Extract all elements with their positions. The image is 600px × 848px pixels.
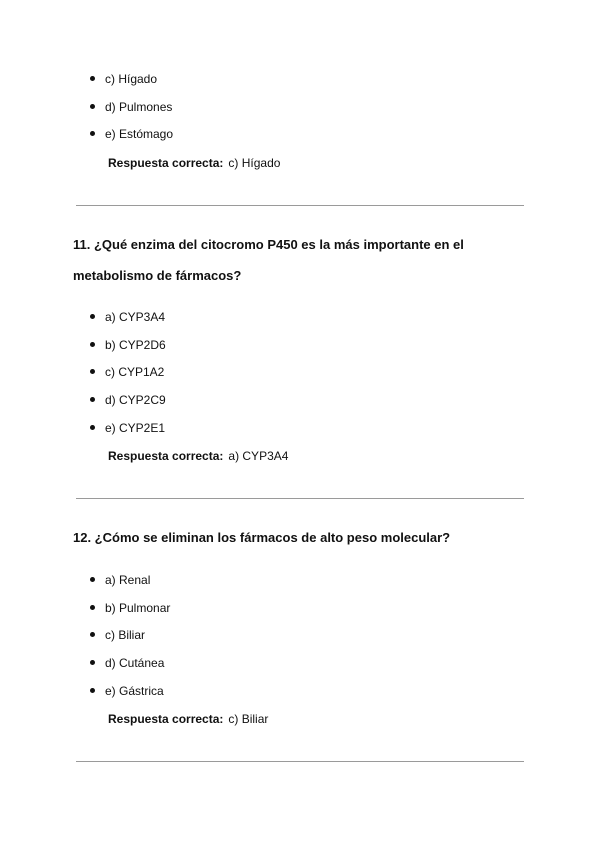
section-divider bbox=[76, 498, 524, 499]
option-item bbox=[90, 628, 145, 642]
question-title: 12. ¿Cómo se eliminan los fármacos de alto peso molecular? bbox=[73, 530, 451, 545]
option-item bbox=[90, 684, 164, 698]
section-divider bbox=[76, 761, 524, 762]
bullet-icon bbox=[90, 577, 95, 582]
option-item bbox=[90, 100, 172, 114]
option-text: d) Cutánea bbox=[105, 656, 165, 670]
correct-answer-label: Respuesta correcta: bbox=[108, 156, 224, 170]
section-divider bbox=[76, 205, 524, 206]
option-item bbox=[90, 573, 150, 587]
correct-answer-label: Respuesta correcta: bbox=[108, 449, 224, 463]
option-text: c) CYP1A2 bbox=[105, 365, 165, 379]
option-text: e) Estómago bbox=[105, 127, 174, 141]
bullet-icon bbox=[90, 425, 95, 430]
option-text: a) Renal bbox=[105, 573, 151, 587]
option-item bbox=[90, 72, 157, 86]
bullet-icon bbox=[90, 632, 95, 637]
option-item bbox=[90, 421, 165, 435]
correct-answer bbox=[108, 156, 280, 170]
option-text: e) Gástrica bbox=[105, 684, 164, 698]
option-text: b) CYP2D6 bbox=[105, 338, 166, 352]
bullet-icon bbox=[90, 605, 95, 610]
option-text: c) Hígado bbox=[105, 72, 158, 86]
bullet-icon bbox=[90, 397, 95, 402]
question-title: 11. ¿Qué enzima del citocromo P450 es la más importante en el bbox=[73, 237, 464, 252]
option-text: d) CYP2C9 bbox=[105, 393, 166, 407]
correct-answer-value: a) CYP3A4 bbox=[228, 449, 289, 463]
option-item bbox=[90, 393, 166, 407]
option-item bbox=[90, 656, 164, 670]
correct-answer-label: Respuesta correcta: bbox=[108, 712, 224, 726]
question-title-continued: metabolismo de fármacos? bbox=[73, 268, 242, 283]
option-text: d) Pulmones bbox=[105, 100, 173, 114]
option-item bbox=[90, 365, 164, 379]
option-text: c) Biliar bbox=[105, 628, 146, 642]
correct-answer-value: c) Biliar bbox=[228, 712, 269, 726]
option-text: b) Pulmonar bbox=[105, 601, 171, 615]
correct-answer bbox=[108, 449, 288, 463]
bullet-icon bbox=[90, 369, 95, 374]
option-item bbox=[90, 310, 165, 324]
bullet-icon bbox=[90, 688, 95, 693]
option-item bbox=[90, 338, 166, 352]
bullet-icon bbox=[90, 314, 95, 319]
bullet-icon bbox=[90, 660, 95, 665]
bullet-icon bbox=[90, 104, 95, 109]
bullet-icon bbox=[90, 342, 95, 347]
correct-answer bbox=[108, 712, 268, 726]
option-text: e) CYP2E1 bbox=[105, 421, 166, 435]
bullet-icon bbox=[90, 76, 95, 81]
option-text: a) CYP3A4 bbox=[105, 310, 166, 324]
option-item bbox=[90, 127, 173, 141]
option-item bbox=[90, 601, 170, 615]
correct-answer-value: c) Hígado bbox=[228, 156, 281, 170]
bullet-icon bbox=[90, 131, 95, 136]
